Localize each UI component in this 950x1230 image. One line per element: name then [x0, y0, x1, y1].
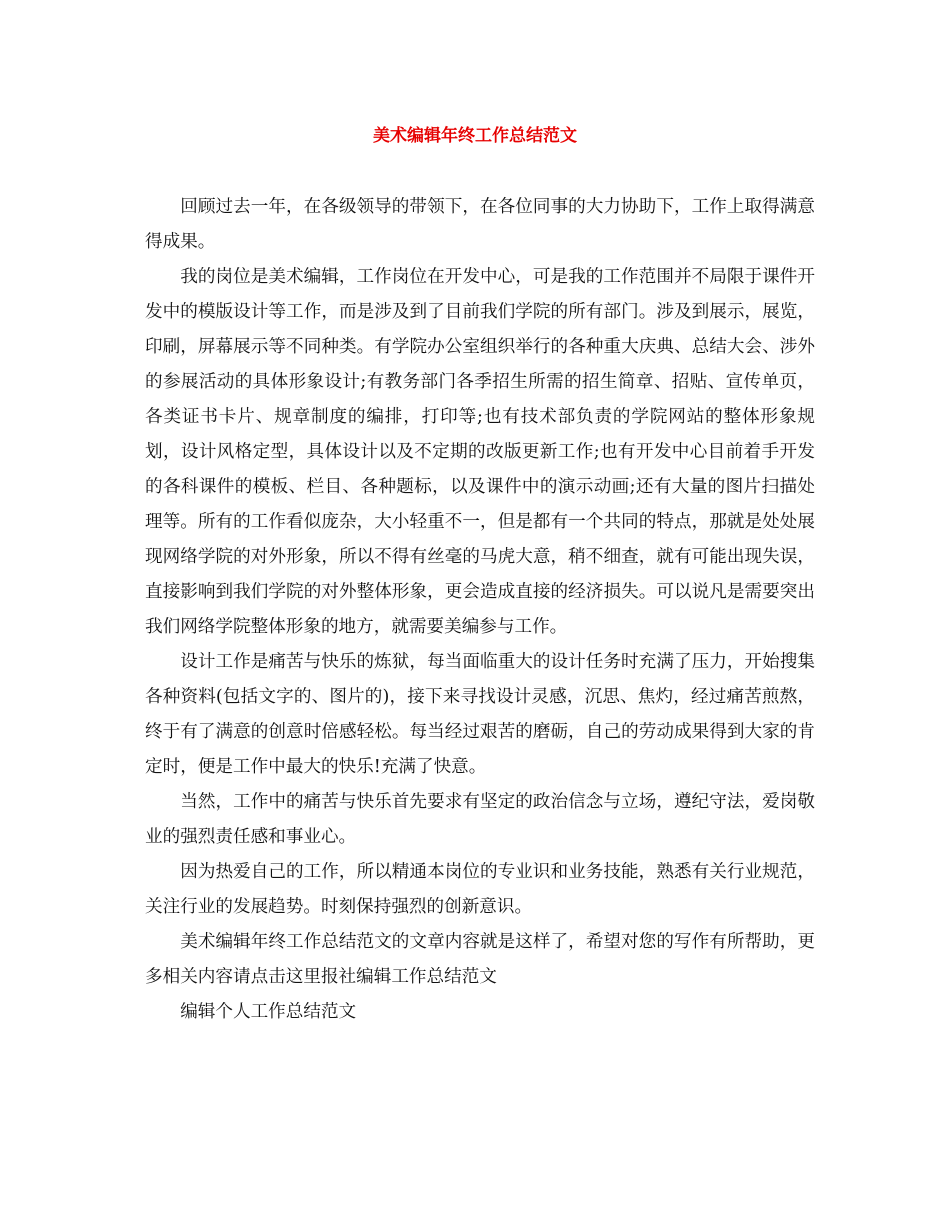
paragraph-design-work: 设计工作是痛苦与快乐的炼狱，每当面临重大的设计任务时充满了压力，开始搜集各种资料(包括文字的、图片的)，接下来寻找设计灵感，沉思、焦灼，经过痛苦煎熬，终于有了满意的创意时倍感轻松。每当经过艰苦的磨砺，自己的劳动成果得到大家的肯定时，便是工作中最大的快乐!充满了快意。	[145, 652, 815, 777]
document-body	[145, 190, 815, 1030]
paragraph-related-link: 编辑个人工作总结范文	[180, 1002, 357, 1022]
paragraph-intro: 回顾过去一年，在各级领导的带领下，在各位同事的大力协助下，工作上取得满意得成果。	[145, 197, 815, 252]
paragraph-job-scope: 我的岗位是美术编辑，工作岗位在开发中心，可是我的工作范围并不局限于课件开发中的模版设计等工作，而是涉及到了目前我们学院的所有部门。涉及到展示，展览，印刷，屏幕展示等不同种类。有学院办公室组织举行的各种重大庆典、总结大会、涉外的参展活动的具体形象设计;有教务部门各季招生所需的招生简章、招贴、宣传单页，各类证书卡片、规章制度的编排，打印等;也有技术部负责的学院网站的整体形象规划，设计风格定型，具体设计以及不定期的改版更新工作;也有开发中心目前着手开发的各科课件的模板、栏目、各种题标，以及课件中的演示动画;还有大量的图片扫描处理等。所有的工作看似庞杂，大小轻重不一，但是都有一个共同的特点，那就是处处展现网络学院的对外形象，所以不得有丝毫的马虎大意，稍不细查，就有可能出现失误，直接影响到我们学院的对外整体形象，更会造成直接的经济损失。可以说凡是需要突出我们网络学院整体形象的地方，就需要美编参与工作。	[145, 267, 815, 637]
paragraph-attitude: 当然，工作中的痛苦与快乐首先要求有坚定的政治信念与立场，遵纪守法，爱岗敬业的强烈责任感和事业心。	[145, 792, 815, 847]
paragraph-closing: 美术编辑年终工作总结范文的文章内容就是这样了，希望对您的写作有所帮助，更多相关内容请点击这里报社编辑工作总结范文	[145, 932, 815, 987]
page-title: 美术编辑年终工作总结范文	[373, 126, 577, 146]
paragraph-skills: 因为热爱自己的工作，所以精通本岗位的专业识和业务技能，熟悉有关行业规范，关注行业的发展趋势。时刻保持强烈的创新意识。	[145, 862, 815, 917]
